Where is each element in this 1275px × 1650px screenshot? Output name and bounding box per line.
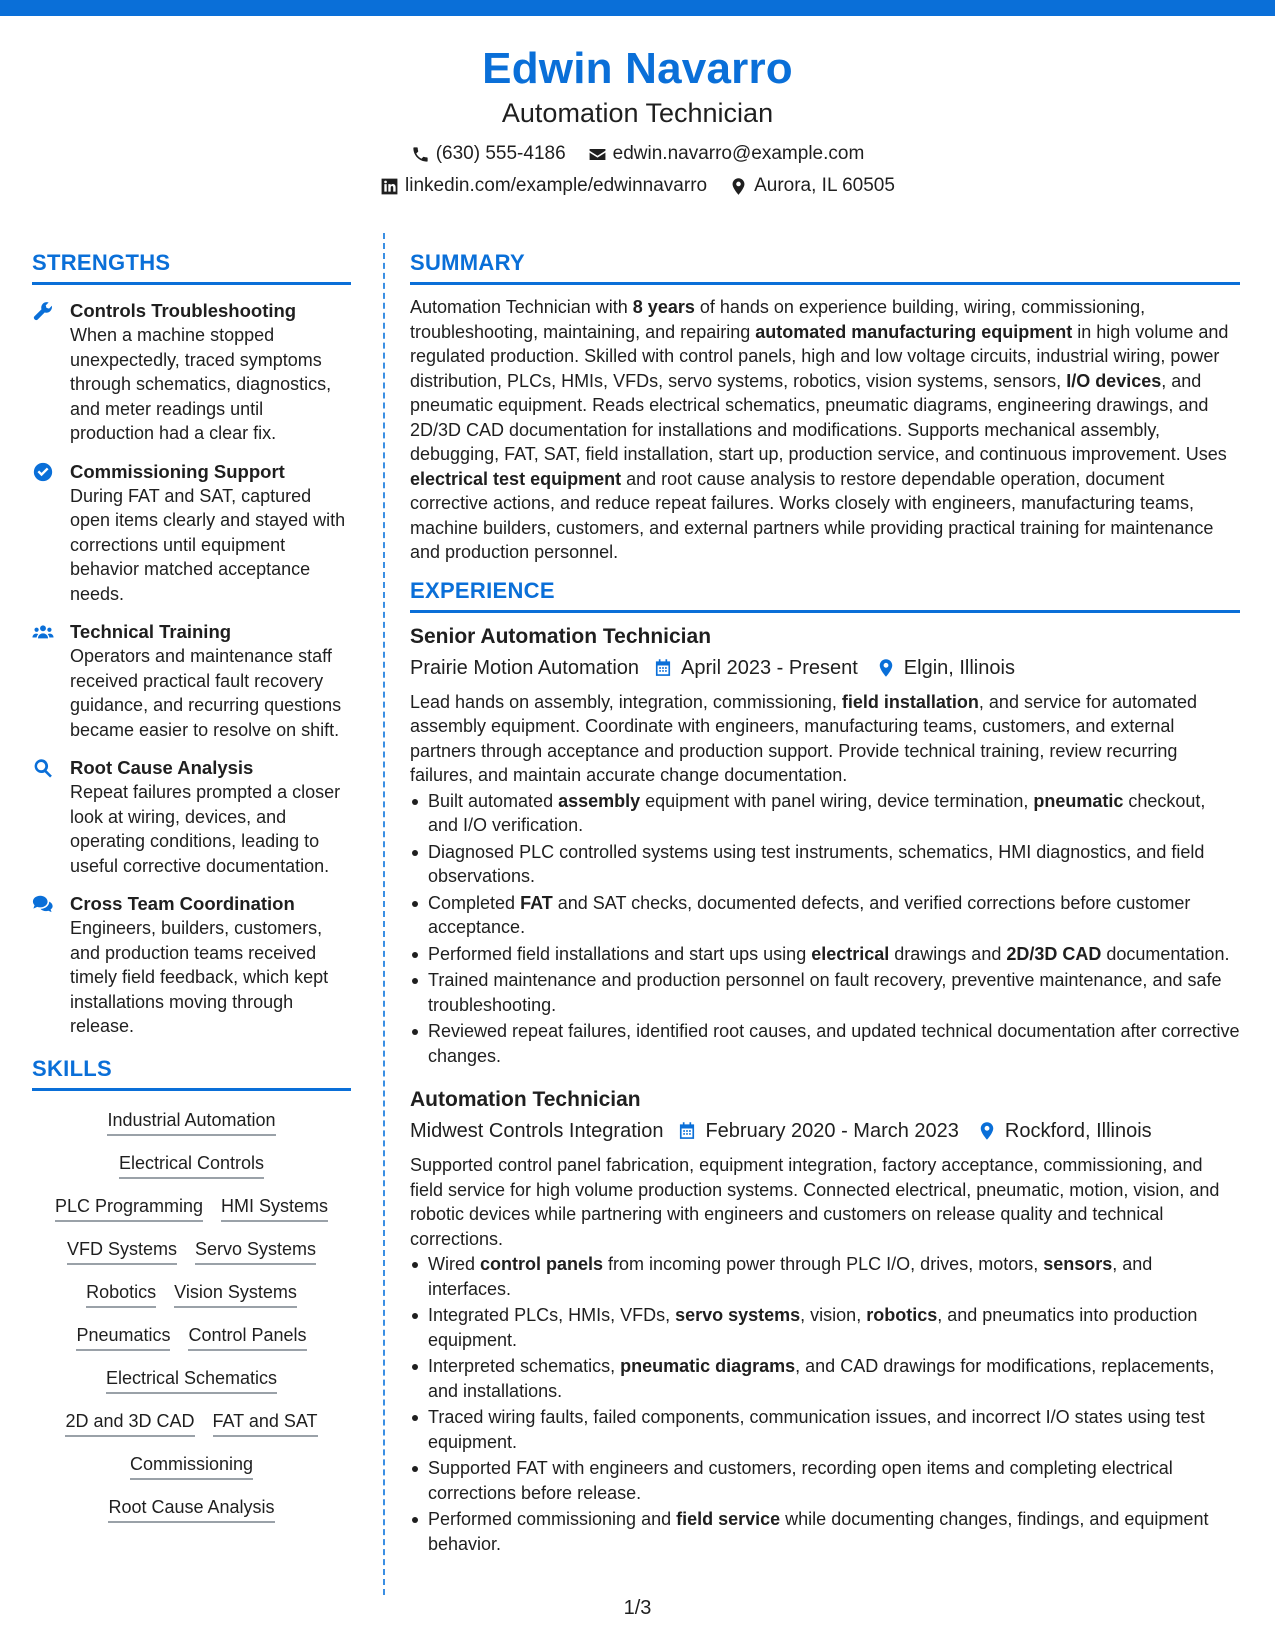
text-segment: Completed (428, 892, 521, 913)
strengths-heading: STRENGTHS (32, 250, 171, 275)
bullet-item (410, 1354, 1240, 1403)
text-segment: Wired (428, 1254, 481, 1274)
phone-icon (411, 145, 430, 164)
email-text: edwin.navarro@example.com (612, 143, 865, 164)
skill-row (32, 1495, 351, 1523)
top-accent-bar (0, 0, 1275, 16)
bold-text: electrical (811, 943, 890, 964)
text-segment: Reviewed repeat failures, identified root causes, and updated technical documentation after corrective changes. (428, 1021, 1240, 1066)
bullet-item (410, 942, 1240, 967)
job-title: Automation Technician (410, 1088, 641, 1111)
text-segment: Performed field installations and start ups using (428, 943, 812, 964)
text-segment: of hands on experience building, wiring, commissioning, troubleshooting, maintaining, and repairing (410, 297, 1146, 342)
text-segment: Interpreted schematics, (428, 1356, 621, 1376)
text-segment: , and interfaces. (428, 1254, 1153, 1299)
job-company: Midwest Controls Integration (410, 1120, 664, 1142)
text-segment: , and pneumatic equipment. Reads electrical schematics, pneumatic diagrams, engineering drawings, and 2D/3D CAD documentation for installations and modifications. Supports mechanical assembly, debugging, FAT, SAT, field installation, start up, production service, and continuous improvement. Uses (410, 370, 1227, 464)
text-segment: Built automated (428, 790, 559, 811)
skill-row (32, 1237, 351, 1265)
candidate-title: Automation Technician (501, 98, 774, 128)
bold-text: pneumatic (1033, 790, 1124, 811)
strength-title: Technical Training (70, 621, 232, 642)
skill-tag: Commissioning (130, 1452, 253, 1480)
text-segment: from incoming power through PLC I/O, drives, motors, (603, 1254, 1044, 1274)
bullet-item (410, 968, 1240, 1017)
skill-row (32, 1280, 351, 1308)
text-segment: equipment with panel wiring, device termination, (640, 790, 1034, 811)
skill-tag: Electrical Schematics (106, 1366, 277, 1394)
job-description (410, 1153, 1240, 1251)
text-segment: in high volume and regulated production. Skilled with control panels, high and low voltage circuits, industrial wiring, power distribution, PLCs, HMIs, VFDs, servo systems, robotics, vision systems, sensors, (410, 321, 1229, 391)
strength-desc: Repeat failures prompted a closer look at wiring, devices, and operating conditions, leading to useful corrective documentation. (70, 782, 341, 876)
text-segment: Performed commissioning and (428, 1509, 677, 1529)
bold-text: servo systems (675, 1305, 801, 1325)
bullet-item (410, 1507, 1240, 1556)
bold-text: 2D/3D CAD (1006, 943, 1102, 964)
skill-row (32, 1409, 351, 1437)
map-pin-icon (977, 1121, 997, 1141)
bullet-item (410, 840, 1240, 889)
email-contact[interactable] (588, 142, 865, 166)
job-meta (410, 1117, 1240, 1145)
skill-row (32, 1151, 351, 1179)
skill-tag: Control Panels (188, 1323, 306, 1351)
bullet-item (410, 1405, 1240, 1454)
bold-text: field installation (841, 691, 979, 712)
skill-row (32, 1194, 351, 1222)
experience-rule (410, 610, 1240, 613)
wrench-icon (32, 300, 54, 322)
job-dates: April 2023 - Present (681, 656, 858, 679)
comments-icon (32, 893, 54, 915)
bold-text: pneumatic diagrams (620, 1356, 796, 1376)
envelope-icon (588, 145, 607, 164)
job-meta (410, 654, 1240, 682)
job-description (410, 690, 1240, 788)
text-segment: drawings and (889, 943, 1007, 964)
bullet-item (410, 1019, 1240, 1068)
linkedin-contact[interactable] (380, 174, 707, 198)
skill-tag: PLC Programming (55, 1194, 203, 1222)
skill-tag: FAT and SAT (213, 1409, 318, 1437)
bullet-item (410, 891, 1240, 940)
text-segment: Traced wiring faults, failed components, communication issues, and incorrect I/O states using test equipment. (428, 1407, 1205, 1452)
bullet-item (410, 1303, 1240, 1352)
text-segment: , and CAD drawings for modifications, replacements, and installations. (428, 1356, 1215, 1401)
bold-text: sensors (1043, 1254, 1113, 1274)
strength-desc: During FAT and SAT, captured open items clearly and stayed with corrections until equipment behavior matched acceptance needs. (70, 485, 346, 604)
text-segment: and SAT checks, documented defects, and verified corrections before customer acceptance. (428, 892, 1191, 937)
text-segment: checkout, and I/O verification. (428, 790, 1206, 835)
check-circle-icon (32, 461, 54, 483)
bold-text: I/O devices (1066, 370, 1162, 391)
calendar-icon (677, 1121, 697, 1141)
skill-tag: HMI Systems (221, 1194, 328, 1222)
skill-tag: Industrial Automation (107, 1108, 275, 1136)
strength-item (32, 891, 351, 1039)
skills-heading: SKILLS (32, 1055, 113, 1081)
bullet-item (410, 789, 1240, 838)
location-contact (729, 174, 895, 198)
skill-tag: Servo Systems (195, 1237, 316, 1265)
text-segment: while documenting changes, findings, and equipment behavior. (428, 1509, 1209, 1554)
text-segment: and root cause analysis to restore dependable operation, document corrective actions, and reduce repeat failures. Works closely with engineers, manufacturing teams, machine builders, customers, and external partners while providing practical training for maintenance and production personnel. (410, 468, 1214, 562)
bold-text: electrical test equipment (410, 468, 622, 489)
skills-rule (32, 1088, 351, 1091)
skill-tag: Robotics (86, 1280, 156, 1308)
text-segment: , and pneumatics into production equipment. (428, 1305, 1198, 1350)
candidate-name: Edwin Navarro (482, 44, 793, 93)
job-bullets (410, 789, 1240, 1069)
skill-tag: Root Cause Analysis (108, 1495, 274, 1523)
bold-text: control panels (480, 1254, 604, 1274)
right-column (410, 249, 1240, 1558)
column-divider (383, 233, 385, 1595)
text-segment: Supported FAT with engineers and customers, recording open items and completing electrical corrections before release. (428, 1458, 1173, 1503)
strength-item (32, 755, 351, 878)
location-text: Aurora, IL 60505 (754, 175, 895, 196)
phone-contact[interactable] (411, 142, 566, 166)
experience-heading: EXPERIENCE (410, 577, 555, 603)
left-column (32, 249, 351, 1523)
strengths-rule (32, 282, 351, 285)
text-segment: Lead hands on assembly, integration, commissioning, (410, 691, 842, 712)
strength-title: Cross Team Coordination (70, 893, 295, 914)
bold-text: robotics (866, 1305, 938, 1325)
resume-header (0, 40, 1275, 198)
text-segment: Supported control panel fabrication, equipment integration, factory acceptance, commissioning, and field service for high volume production systems. Connected electrical, pneumatic, motion, vision, and robotic devices while partnering with engineers and customers on release quality and technical corrections. (410, 1155, 1220, 1249)
skill-row (32, 1323, 351, 1351)
bold-text: assembly (558, 790, 641, 811)
job-company: Prairie Motion Automation (410, 656, 640, 679)
job-location: Elgin, Illinois (903, 656, 1015, 679)
strength-title: Root Cause Analysis (70, 757, 254, 778)
text-segment: documentation. (1101, 943, 1230, 964)
job-dates: February 2020 - March 2023 (705, 1120, 959, 1142)
strength-item (32, 459, 351, 607)
contact-row-secondary (0, 174, 1275, 198)
bold-text: automated manufacturing equipment (755, 321, 1073, 342)
skills-list (32, 1108, 351, 1523)
strength-item (32, 298, 351, 446)
job-bullets (410, 1252, 1240, 1556)
calendar-icon (653, 658, 673, 678)
text-segment: , vision, (800, 1305, 867, 1325)
skill-tag: Electrical Controls (119, 1151, 264, 1179)
strength-desc: When a machine stopped unexpectedly, traced symptoms through schematics, diagnostics, and meter readings until production had a clear fix. (70, 325, 332, 443)
bullet-item (410, 1456, 1240, 1505)
job-entry (410, 1086, 1240, 1556)
skill-tag: Pneumatics (76, 1323, 170, 1351)
strength-desc: Engineers, builders, customers, and production teams received timely field feedback, which kept installations moving through release. (70, 918, 329, 1036)
bold-text: FAT (520, 892, 553, 913)
linkedin-text: linkedin.com/example/edwinnavarro (405, 175, 708, 196)
skill-row (32, 1366, 351, 1394)
skill-tag: VFD Systems (67, 1237, 177, 1265)
job-location: Rockford, Illinois (1004, 1120, 1152, 1142)
skill-row (32, 1108, 351, 1136)
strength-title: Commissioning Support (70, 460, 285, 482)
text-segment: Integrated PLCs, HMIs, VFDs, (428, 1305, 676, 1325)
bold-text: field service (676, 1509, 781, 1529)
linkedin-icon (380, 177, 399, 196)
bullet-item (410, 1252, 1240, 1301)
summary-text (410, 295, 1240, 565)
page-number: 1/3 (623, 1597, 652, 1619)
users-icon (32, 621, 54, 643)
summary-heading: SUMMARY (410, 250, 525, 275)
skill-tag: 2D and 3D CAD (65, 1409, 194, 1437)
phone-text: (630) 555-4186 (435, 143, 566, 164)
strength-desc: Operators and maintenance staff received practical fault recovery guidance, and recurring questions became easier to resolve on shift. (70, 646, 342, 740)
search-icon (32, 757, 54, 779)
strength-item (32, 619, 351, 742)
summary-rule (410, 282, 1240, 285)
text-segment: Diagnosed PLC controlled systems using test instruments, schematics, HMI diagnostics, and field observations. (428, 841, 1205, 886)
map-pin-icon (876, 658, 896, 678)
job-entry (410, 623, 1240, 1069)
skill-row (32, 1452, 351, 1480)
text-segment: , and service for automated assembly equipment. Coordinate with engineers, manufacturing teams, customers, and external partners through acceptance and production support. Provide technical training, review recurring failures, and maintain accurate change documentation. (410, 691, 1198, 785)
contact-row-primary (0, 142, 1275, 166)
text-segment: Trained maintenance and production personnel on fault recovery, preventive maintenance, and safe troubleshooting. (428, 970, 1222, 1015)
text-segment: Automation Technician with (410, 297, 633, 317)
bold-text: 8 years (632, 297, 695, 317)
job-title: Senior Automation Technician (410, 624, 712, 648)
skill-tag: Vision Systems (174, 1280, 297, 1308)
map-pin-icon (729, 177, 748, 196)
strength-title: Controls Troubleshooting (70, 300, 297, 321)
